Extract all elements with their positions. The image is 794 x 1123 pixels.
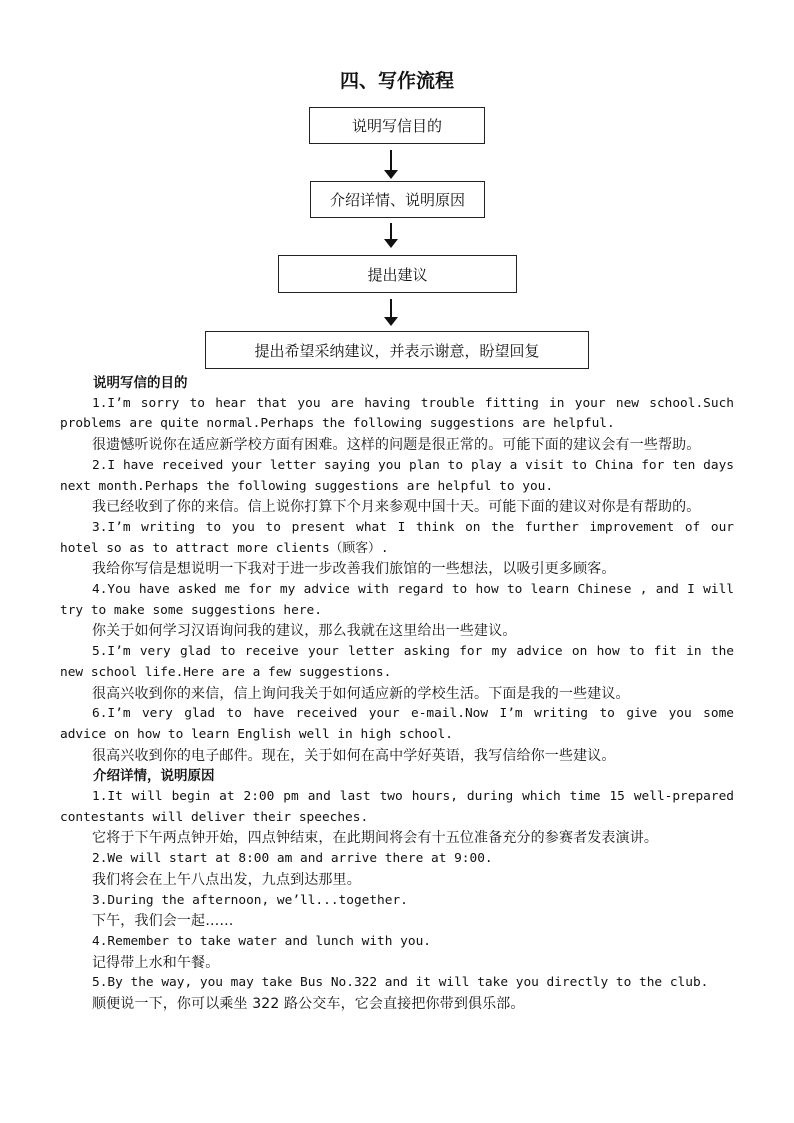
example-en: 2.I have received your letter saying you plan to play a visit to China for ten days next month.Perhaps the following suggestions are helpful to you.: [60, 457, 734, 494]
example-cn: 顺便说一下，你可以乘坐 322 路公交车，它会直接把你带到俱乐部。: [92, 996, 525, 1013]
flow-step-details: 介绍详情、说明原因: [310, 181, 485, 218]
example-cn: 下午，我们会一起……: [92, 913, 234, 930]
example-en: 6.I’m very glad to have received your e-mail.Now I’m writing to give you some advice on how to learn English well in high school.: [60, 706, 734, 742]
example-cn: 很高兴收到你的电子邮件。现在，关于如何在高中学好英语，我写信给你一些建议。: [92, 747, 616, 764]
page-title: 四、写作流程: [339, 70, 454, 92]
flow-arrow-1: [384, 150, 398, 179]
flow-step-suggestions: 提出建议: [278, 255, 517, 293]
example-en: 4.Remember to take water and lunch with you.: [92, 933, 431, 949]
example-cn: 你关于如何学习汉语询问我的建议，那么我就在这里给出一些建议。: [92, 623, 517, 640]
flow-arrow-2: [384, 223, 398, 248]
example-cn: 我们将会在上午八点出发，九点到达那里。: [92, 871, 361, 888]
example-cn: 记得带上水和午餐。: [92, 954, 220, 971]
example-en: 2.We will start at 8:00 am and arrive there at 9:00.: [92, 851, 493, 867]
section-heading-purpose: 说明写信的目的: [93, 375, 188, 391]
example-en: 3.During the afternoon, we’ll...together.: [92, 892, 408, 908]
example-en: 1.It will begin at 2:00 pm and last two hours, during which time 15 well-prepared contestants will deliver their speeches.: [60, 789, 734, 825]
section-heading-details: 介绍详情，说明原因: [93, 768, 215, 785]
example-cn: 它将于下午两点钟开始，四点钟结束，在此期间将会有十五位准备充分的参赛者发表演讲。: [92, 830, 658, 847]
example-en: 1.I’m sorry to hear that you are having trouble fitting in your new school.Such problems are quite normal.Perhaps the following suggestions are helpful.: [60, 395, 734, 432]
example-cn: 很高兴收到你的来信，信上询问我关于如何适应新的学校生活。下面是我的一些建议。: [92, 685, 630, 702]
example-en: 4.You have asked me for my advice with regard to how to learn Chinese , and I will try to make some suggestions here.: [60, 582, 734, 618]
example-en: 5.I’m very glad to receive your letter asking for my advice on how to fit in the new school life.Here are a few suggestions.: [60, 644, 734, 680]
example-en: 5.By the way, you may take Bus No.322 and it will take you directly to the club.: [92, 975, 709, 991]
example-cn: 我给你写信是想说明一下我对于进一步改善我们旅馆的一些想法，以吸引更多顾客。: [92, 561, 616, 578]
content: [60, 373, 734, 1015]
example-cn: 很遗憾听说你在适应新学校方面有困难。这样的问题是很正常的。可能下面的建议会有一些帮助。: [92, 437, 701, 454]
example-en: 3.I’m writing to you to present what I think on the further improvement of our hotel so as to attract more clients（顾客）.: [60, 519, 734, 556]
flow-step-purpose: 说明写信目的: [309, 107, 485, 144]
flow-step-closing: 提出希望采纳建议，并表示谢意，盼望回复: [205, 331, 589, 369]
flow-arrow-3: [384, 299, 398, 326]
example-cn: 我已经收到了你的来信。信上说你打算下个月来参观中国十天。可能下面的建议对你是有帮助的。: [92, 499, 701, 516]
